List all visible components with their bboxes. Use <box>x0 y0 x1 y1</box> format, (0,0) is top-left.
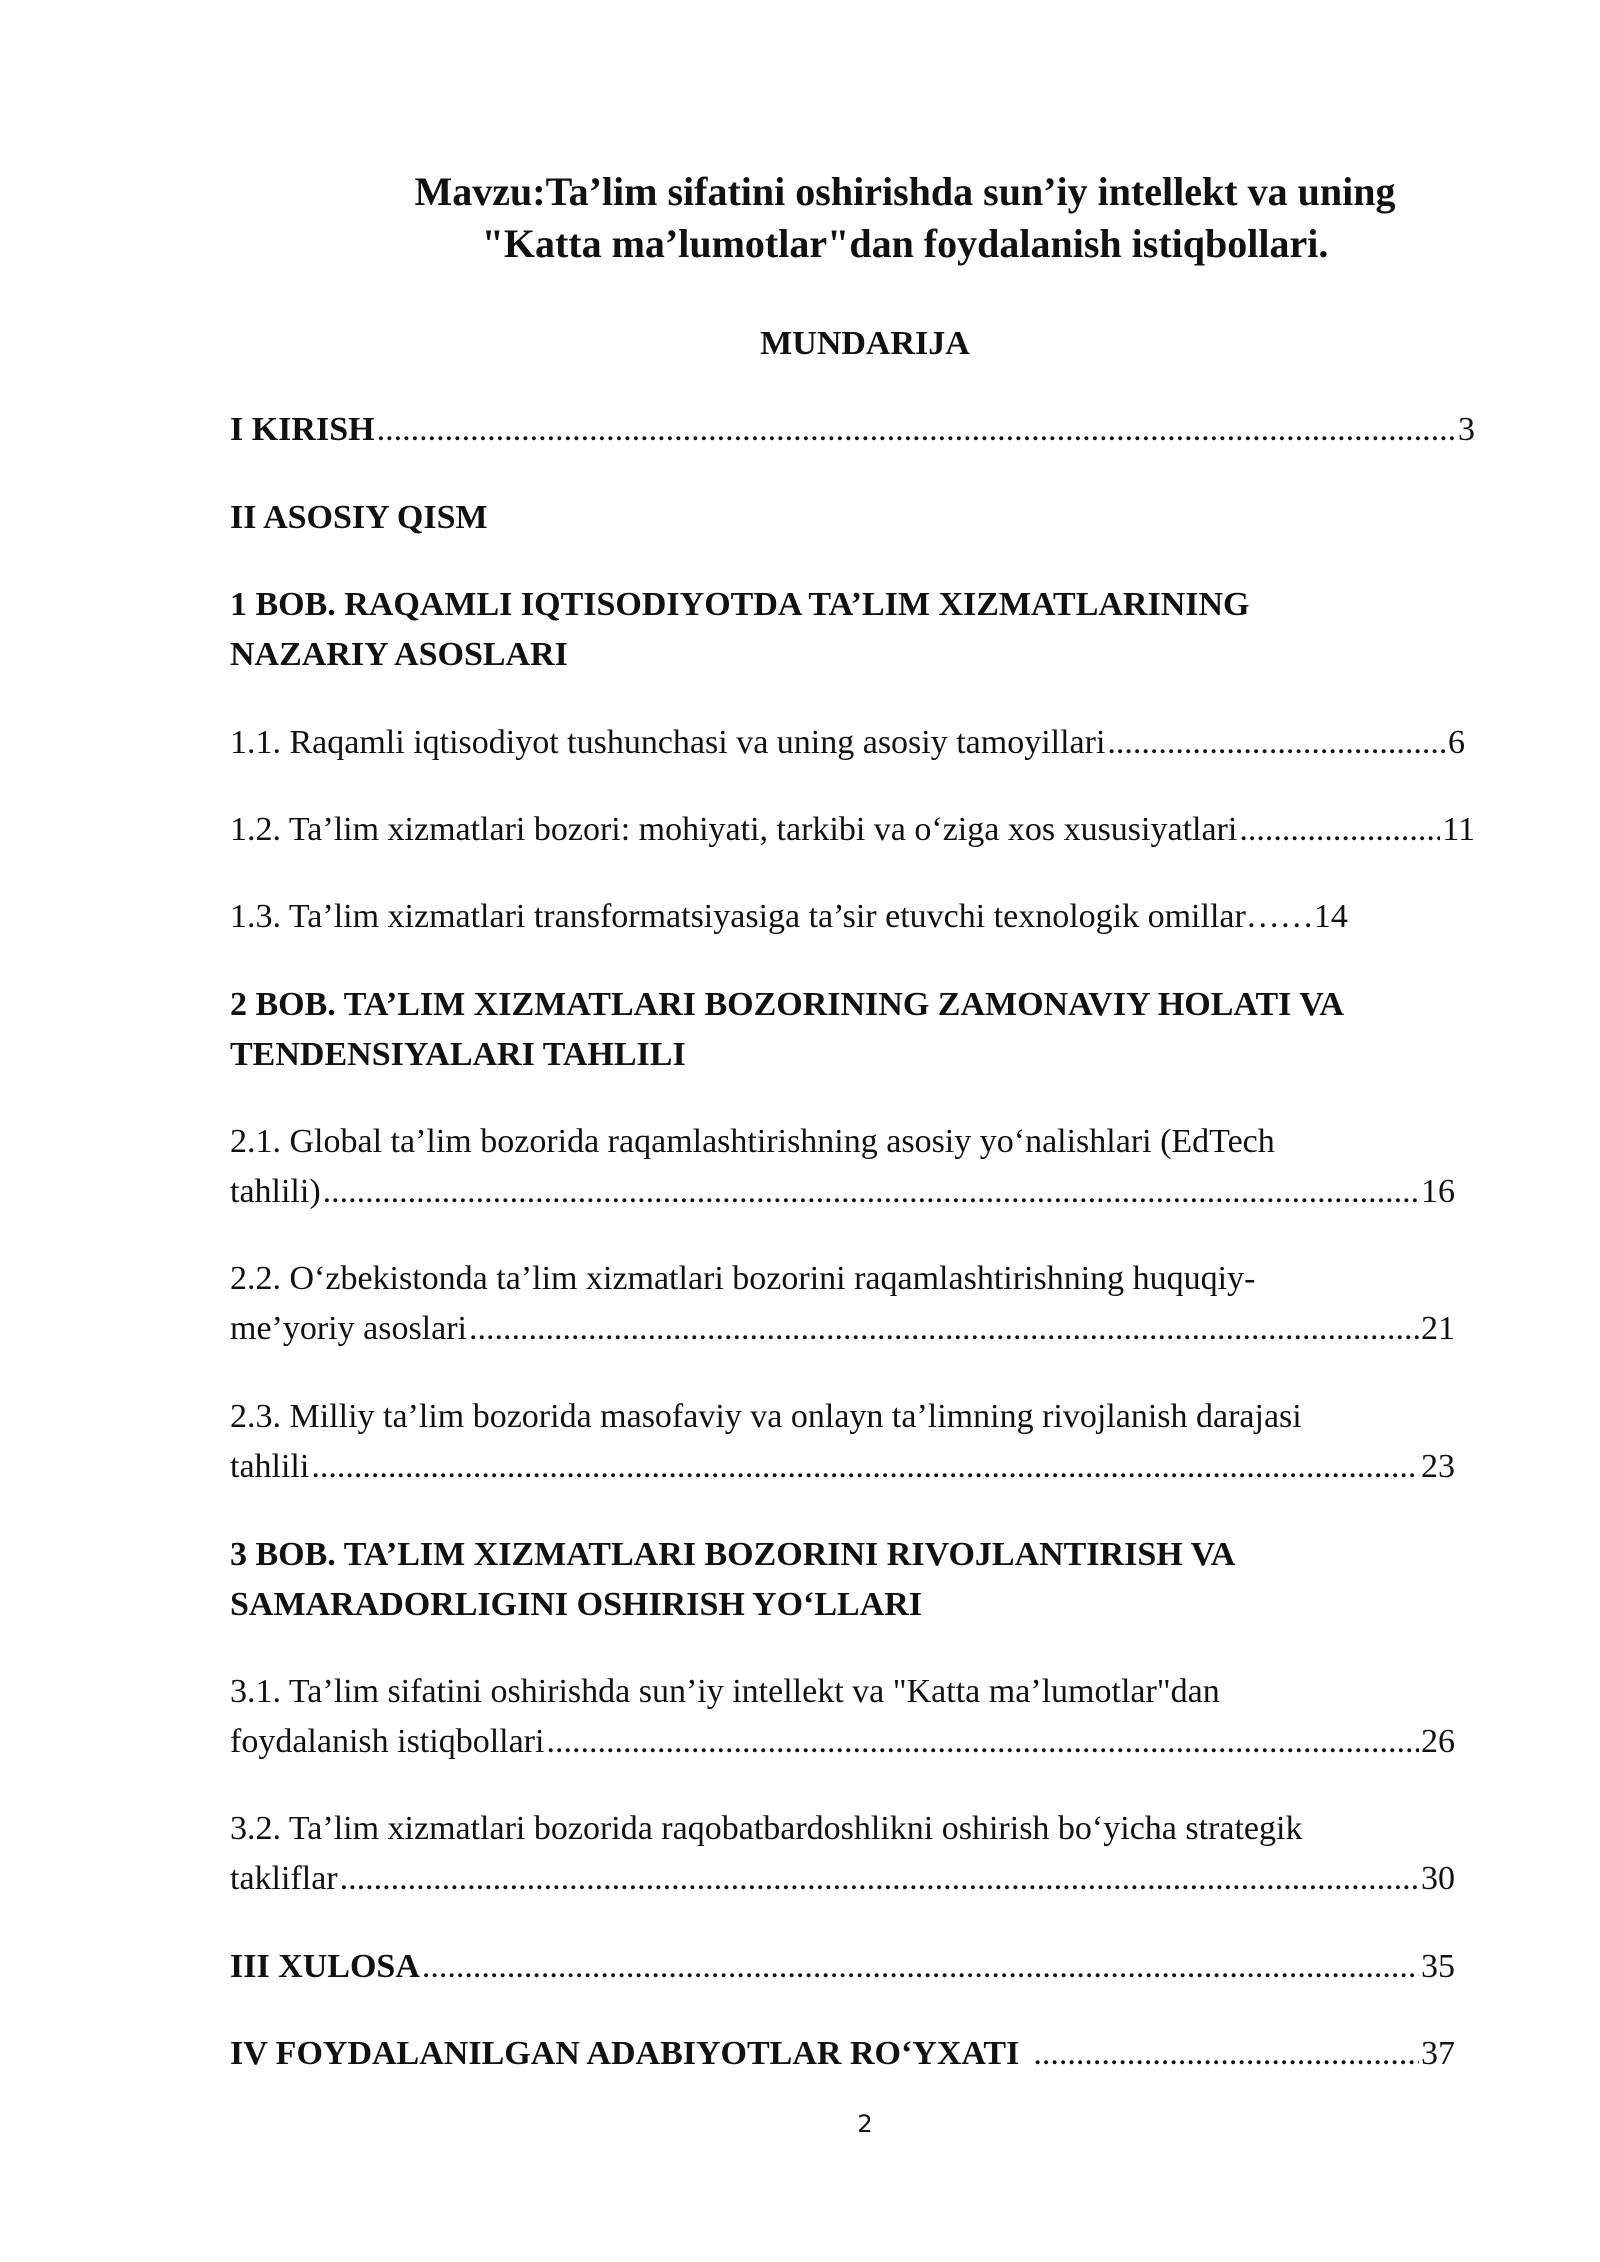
toc-leader-dots <box>340 1854 1419 1904</box>
document-title <box>340 166 1470 270</box>
toc-entry-line-2: takliflar <box>230 1860 338 1897</box>
toc-leader-dots <box>546 1717 1419 1767</box>
toc-leader-dots <box>1107 718 1446 768</box>
toc-chapter-line-1: 1 BOB. RAQAMLI IQTISODIYOTDA TA’LIM XIZMATLARINING <box>230 586 1250 623</box>
toc-heading: MUNDARIJA <box>760 325 970 362</box>
toc-entry-label: 1.3. Ta’lim xizmatlari transformatsiyasiga ta’sir etuvchi texnologik omillar…… <box>230 898 1314 935</box>
toc-entry-1-2[interactable] <box>230 805 1475 855</box>
toc-entry-line-2: foydalanish istiqbollari <box>230 1723 545 1760</box>
toc-chapter-line-2: SAMARADORLIGINI OSHIRISH YO‘LLARI <box>230 1586 923 1623</box>
toc-chapter-1[interactable] <box>230 580 1250 680</box>
toc-page-number: 3 <box>1458 411 1475 448</box>
toc-leader-dots <box>377 405 1456 455</box>
toc-entry-label: 1.2. Ta’lim xizmatlari bozori: mohiyati, tarkibi va o‘ziga xos xususiyatlari <box>230 811 1238 848</box>
page-number: 2 <box>857 2110 873 2138</box>
toc-page-number: 21 <box>1421 1310 1455 1347</box>
toc-entry-1-1[interactable] <box>230 718 1465 768</box>
toc-entry-asosiy[interactable] <box>230 493 488 543</box>
toc-leader-dots <box>1239 805 1440 855</box>
toc-entry-label: III XULOSA <box>230 1948 420 1985</box>
toc-page-number: 11 <box>1442 811 1475 848</box>
toc-page-number: 26 <box>1421 1723 1455 1760</box>
toc-entry-2-3[interactable] <box>230 1392 1455 1492</box>
toc-entry-label: I KIRISH <box>230 411 375 448</box>
toc-entry-1-3[interactable] <box>230 892 1348 942</box>
toc-leader-dots <box>1033 2029 1419 2079</box>
toc-page-number: 6 <box>1448 724 1465 761</box>
toc-entry-3-1[interactable] <box>230 1667 1455 1767</box>
toc-entry-line-2: tahlili) <box>230 1173 321 1210</box>
toc-page-number: 30 <box>1421 1860 1455 1897</box>
toc-page-number: 16 <box>1421 1173 1455 1210</box>
toc-entry-line-1: 3.2. Ta’lim xizmatlari bozorida raqobatbardoshlikni oshirish bo‘yicha strategik <box>230 1810 1303 1847</box>
toc-entry-label: IV FOYDALANILGAN ADABIYOTLAR RO‘YXATI <box>230 2035 1020 2072</box>
toc-chapter-line-2: TENDENSIYALARI TAHLILI <box>230 1036 686 1073</box>
toc-page-number: 23 <box>1421 1448 1455 1485</box>
toc-leader-dots <box>311 1442 1419 1492</box>
toc-entry-line-1: 2.3. Milliy ta’lim bozorida masofaviy va onlayn ta’limning rivojlanish darajasi <box>230 1398 1302 1435</box>
toc-entry-line-2: me’yoriy asoslari <box>230 1310 467 1347</box>
toc-leader-dots <box>422 1942 1419 1992</box>
toc-chapter-line-1: 2 BOB. TA’LIM XIZMATLARI BOZORINING ZAMONAVIY HOLATI VA <box>230 986 1344 1023</box>
toc-page-number: 37 <box>1421 2035 1455 2072</box>
title-line-1: Mavzu:Ta’lim sifatini oshirishda sun’iy intellekt va uning <box>414 169 1396 214</box>
toc-entry-kirish[interactable] <box>230 405 1475 455</box>
toc-entry-xulosa[interactable] <box>230 1942 1455 1992</box>
toc-entry-line-2: tahlili <box>230 1448 310 1485</box>
toc-leader-dots <box>323 1167 1419 1217</box>
toc-entry-adabiyotlar[interactable] <box>230 2029 1455 2079</box>
toc-chapter-line-2: NAZARIY ASOSLARI <box>230 636 568 673</box>
toc-entry-2-2[interactable] <box>230 1254 1455 1354</box>
toc-chapter-3[interactable] <box>230 1530 1235 1630</box>
toc-entry-3-2[interactable] <box>230 1804 1455 1904</box>
toc-page-number: 14 <box>1313 898 1348 935</box>
title-line-2: "Katta ma’lumotlar"dan foydalanish istiqbollari. <box>481 221 1329 266</box>
toc-entry-label: II ASOSIY QISM <box>230 499 488 536</box>
toc-entry-label: 1.1. Raqamli iqtisodiyot tushunchasi va uning asosiy tamoyillari <box>230 724 1106 761</box>
toc-leader-dots <box>469 1304 1419 1354</box>
toc-entry-line-1: 3.1. Ta’lim sifatini oshirishda sun’iy intellekt va "Katta ma’lumotlar"dan <box>230 1673 1220 1710</box>
toc-entry-line-1: 2.2. O‘zbekistonda ta’lim xizmatlari bozorini raqamlashtirishning huquqiy- <box>230 1260 1256 1297</box>
toc-chapter-2[interactable] <box>230 980 1344 1080</box>
toc-chapter-line-1: 3 BOB. TA’LIM XIZMATLARI BOZORINI RIVOJLANTIRISH VA <box>230 1536 1236 1573</box>
toc-entry-2-1[interactable] <box>230 1117 1455 1217</box>
toc-page-number: 35 <box>1421 1948 1455 1985</box>
toc-entry-line-1: 2.1. Global ta’lim bozorida raqamlashtirishning asosiy yo‘nalishlari (EdTech <box>230 1123 1275 1160</box>
